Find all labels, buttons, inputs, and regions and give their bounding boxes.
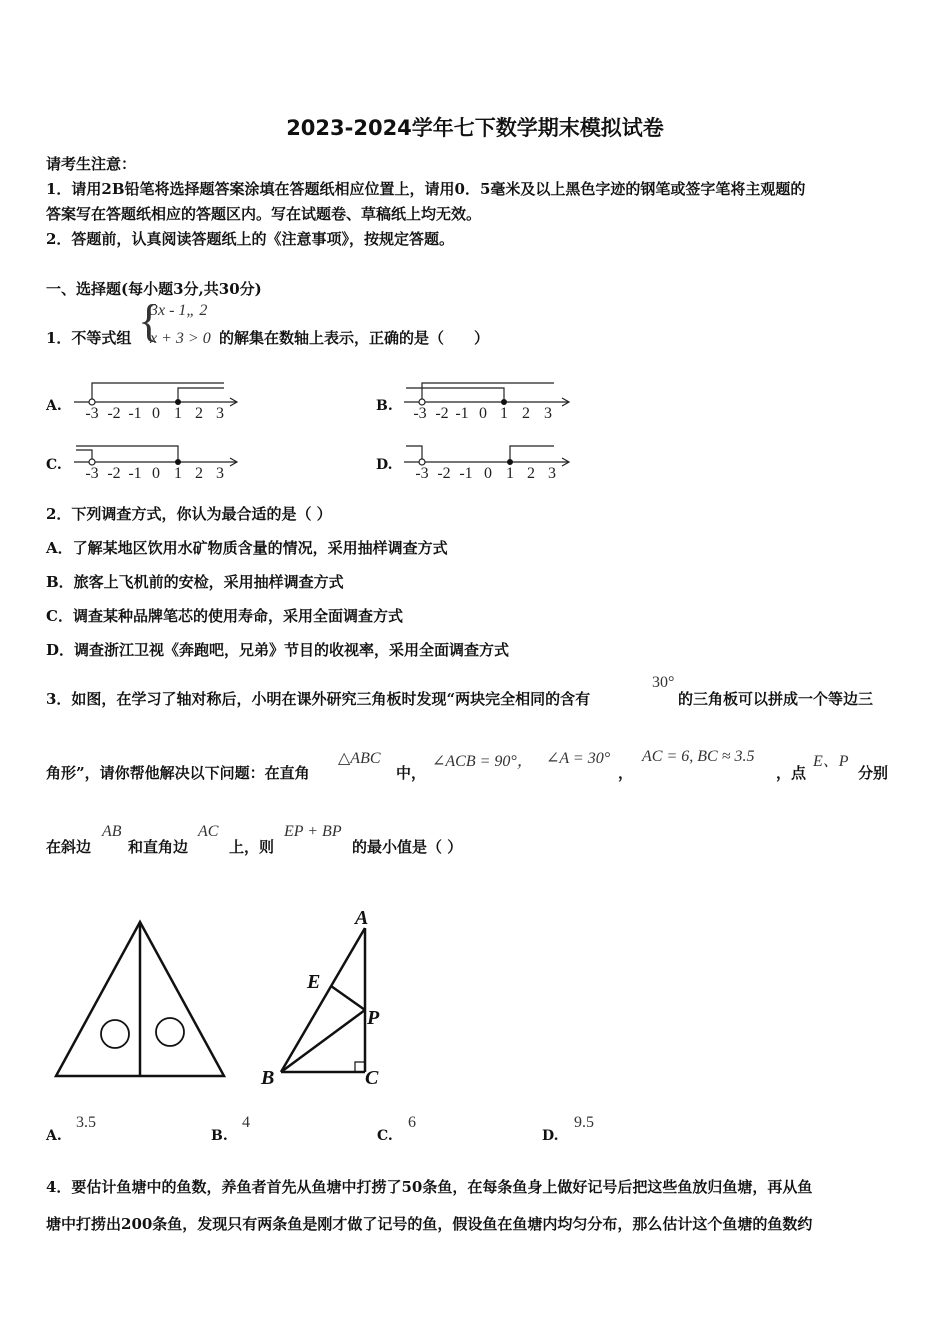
point-p-label: P [367, 1007, 380, 1029]
q3-line-3c: 上，则 [229, 838, 275, 856]
tick-label: -3 [415, 465, 429, 482]
q3-line-2d: 分别 [858, 764, 889, 782]
q3-line-1b: 的三角板可以拼成一个等边三 [678, 690, 874, 708]
q3-line-3b: 和直角边 [128, 838, 189, 856]
q2-stem: 2．下列调查方式，你认为最合适的是（ ） [46, 505, 332, 523]
tick-label: 0 [152, 465, 160, 482]
point-b-label: B [261, 1067, 275, 1089]
q3-segment-ac: AC [198, 823, 219, 840]
q3-segment-ab: AB [102, 823, 122, 840]
q3-expression: EP + BP [284, 823, 342, 840]
q4-line-2: 塘中打捞出200条鱼，发现只有两条鱼是刚才做了记号的鱼，假设鱼在鱼塘内均匀分布，那么估计这个鱼塘的鱼数约 [46, 1215, 813, 1233]
q1-option-a-number-line[interactable] [72, 378, 242, 426]
q3-option-a-value[interactable]: 3.5 [76, 1114, 96, 1131]
q1-inequality-2: x + 3 > 0 [150, 330, 211, 347]
tick-label: -1 [459, 465, 473, 482]
point-e-label: E [307, 971, 321, 993]
tick-label: -2 [435, 405, 449, 422]
tick-label: 0 [479, 405, 487, 422]
q1-option-b-label[interactable]: B. [376, 398, 393, 414]
q1-option-b-number-line[interactable] [402, 378, 574, 426]
q3-line-2b: 中， [396, 764, 427, 782]
q1-option-a-label[interactable]: A. [46, 398, 62, 414]
q3-option-c-label[interactable]: C. [377, 1128, 393, 1144]
tick-label: -2 [107, 405, 121, 422]
q3-option-c-value[interactable]: 6 [408, 1114, 416, 1131]
q1-option-c-number-line[interactable] [72, 438, 242, 486]
tick-label: -1 [455, 405, 469, 422]
q3-option-d-value[interactable]: 9.5 [574, 1114, 594, 1131]
q1-option-d-label[interactable]: D. [376, 457, 393, 473]
tick-label: 2 [522, 405, 530, 422]
q3-right-triangle-figure [255, 900, 395, 1092]
section-1-heading: 一、选择题(每小题3分,共30分) [46, 280, 262, 298]
q3-condition-2: ∠A = 30° [546, 750, 611, 767]
tick-label: -1 [128, 465, 142, 482]
q3-option-a-label[interactable]: A. [46, 1128, 62, 1144]
tick-label: 2 [195, 465, 203, 482]
q3-line-1a: 3．如图，在学习了轴对称后，小明在课外研究三角板时发现“两块完全相同的含有 [46, 690, 591, 708]
notice-line-1b: 答案写在答题纸相应的答题区内。写在试题卷、草稿纸上均无效。 [46, 205, 482, 223]
tick-label: -1 [128, 405, 142, 422]
q3-line-2c: ，点 [776, 764, 807, 782]
tick-label: 1 [506, 465, 514, 482]
q1-prefix: 1．不等式组 [46, 329, 132, 347]
tick-label: -2 [107, 465, 121, 482]
q3-points-e-p: E、P [813, 753, 849, 770]
point-c-label: C [365, 1067, 379, 1089]
tick-label: 2 [527, 465, 535, 482]
q4-line-1: 4．要估计鱼塘中的鱼数，养鱼者首先从鱼塘中打捞了50条鱼，在每条鱼身上做好记号后把这些鱼放归鱼塘，再从鱼 [46, 1178, 813, 1196]
tick-label: 3 [216, 465, 224, 482]
tick-label: 1 [174, 465, 182, 482]
notice-line-1a: 1．请用2B铅笔将选择题答案涂填在答题纸相应位置上，请用0．5毫米及以上黑色字迹的钢笔或签字笔将主观题的 [46, 180, 806, 198]
page-title: 2023-2024学年七下数学期末模拟试卷 [286, 116, 664, 140]
q3-equilateral-figure [48, 912, 228, 1084]
tick-label: 0 [484, 465, 492, 482]
tick-label: 2 [195, 405, 203, 422]
tick-label: 1 [500, 405, 508, 422]
tick-label: 0 [152, 405, 160, 422]
tick-label: 3 [544, 405, 552, 422]
q2-option-c[interactable]: C．调查某种品牌笔芯的使用寿命，采用全面调查方式 [46, 607, 403, 625]
q3-condition-1: ∠ACB = 90°， [432, 753, 533, 770]
notice-line-2: 2．答题前，认真阅读答题纸上的《注意事项》，按规定答题。 [46, 230, 454, 248]
q1-suffix: 的解集在数轴上表示，正确的是（ ） [219, 329, 490, 347]
tick-label: 3 [216, 405, 224, 422]
tick-label: -3 [413, 405, 427, 422]
q1-option-d-number-line[interactable] [402, 438, 574, 486]
q3-line-2a: 角形”，请你帮他解决以下问题：在直角 [46, 764, 310, 782]
q1-inequality-1: 3x - 1„ 2 [150, 302, 208, 319]
tick-label: 3 [548, 465, 556, 482]
tick-label: -2 [437, 465, 451, 482]
q3-line-3d: 的最小值是（ ） [352, 838, 463, 856]
q3-triangle-abc: △ABC [338, 750, 381, 767]
q2-option-b[interactable]: B．旅客上飞机前的安检，采用抽样调查方式 [46, 573, 344, 591]
tick-label: 1 [174, 405, 182, 422]
q3-condition-3: AC = 6, BC ≈ 3.5 [642, 748, 755, 765]
q3-comma: ， [618, 764, 634, 782]
notice-heading: 请考生注意： [46, 155, 137, 173]
q3-angle-30: 30° [652, 674, 675, 691]
q3-option-d-label[interactable]: D. [542, 1128, 559, 1144]
q3-option-b-value[interactable]: 4 [242, 1114, 250, 1131]
point-a-label: A [355, 907, 369, 929]
q1-option-c-label[interactable]: C. [46, 457, 62, 473]
q1-brace: { [138, 295, 161, 346]
q2-option-d[interactable]: D．调查浙江卫视《奔跑吧，兄弟》节目的收视率，采用全面调查方式 [46, 641, 510, 659]
q3-option-b-label[interactable]: B. [211, 1128, 228, 1144]
q2-option-a[interactable]: A．了解某地区饮用水矿物质含量的情况，采用抽样调查方式 [46, 539, 448, 557]
tick-label: -3 [85, 465, 99, 482]
q3-line-3a: 在斜边 [46, 838, 92, 856]
tick-label: -3 [85, 405, 99, 422]
